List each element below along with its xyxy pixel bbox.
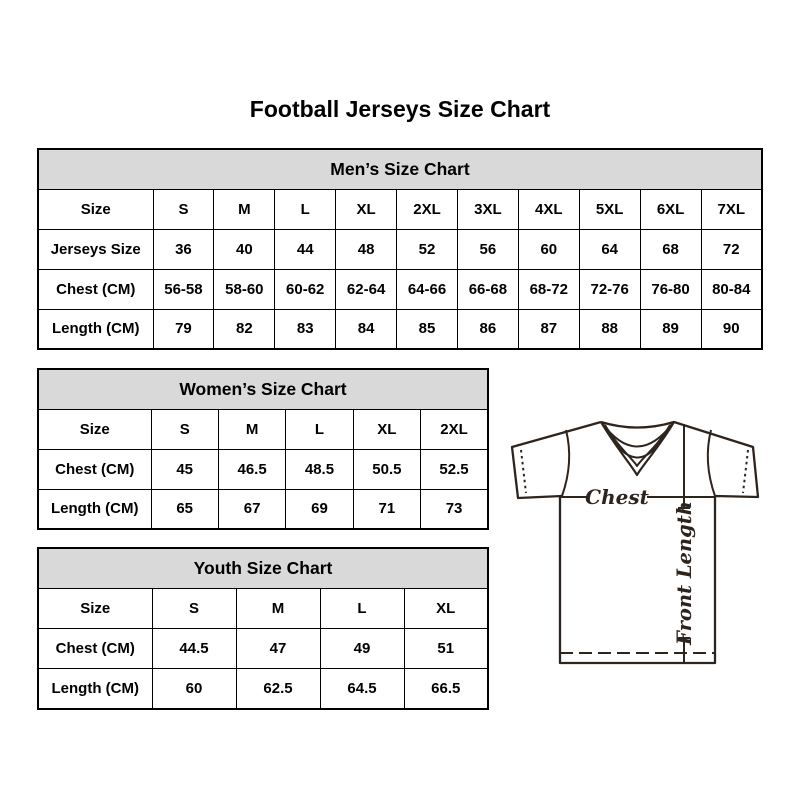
value-cell: 89 xyxy=(640,309,701,349)
value-cell: 69 xyxy=(286,489,353,529)
row-label-cell: Length (CM) xyxy=(38,669,152,709)
value-cell: 58-60 xyxy=(214,269,275,309)
value-cell: 76-80 xyxy=(640,269,701,309)
value-cell: 64 xyxy=(579,229,640,269)
value-cell: 88 xyxy=(579,309,640,349)
value-cell: 62.5 xyxy=(236,669,320,709)
value-cell: 60 xyxy=(518,229,579,269)
value-cell: 48.5 xyxy=(286,449,353,489)
value-cell: 64-66 xyxy=(397,269,458,309)
column-header-cell: Size xyxy=(38,588,152,628)
value-cell: 50.5 xyxy=(353,449,420,489)
column-header-cell: M xyxy=(236,588,320,628)
column-header-cell: S xyxy=(152,588,236,628)
value-cell: 71 xyxy=(353,489,420,529)
column-header-cell: S xyxy=(151,409,218,449)
row-label-cell: Jerseys Size xyxy=(38,229,153,269)
value-cell: 84 xyxy=(336,309,397,349)
value-cell: 87 xyxy=(518,309,579,349)
value-cell: 45 xyxy=(151,449,218,489)
vneck-outer xyxy=(601,422,674,475)
value-cell: 48 xyxy=(336,229,397,269)
value-cell: 60-62 xyxy=(275,269,336,309)
column-header-cell: 4XL xyxy=(518,189,579,229)
row-label-cell: Chest (CM) xyxy=(38,449,151,489)
column-header-cell: XL xyxy=(336,189,397,229)
value-cell: 64.5 xyxy=(320,669,404,709)
value-cell: 72-76 xyxy=(579,269,640,309)
value-cell: 85 xyxy=(397,309,458,349)
value-cell: 66.5 xyxy=(404,669,488,709)
value-cell: 40 xyxy=(214,229,275,269)
column-header-cell: L xyxy=(286,409,353,449)
column-header-cell: Size xyxy=(38,409,151,449)
chest-label: Chest xyxy=(585,485,649,509)
value-cell: 52.5 xyxy=(421,449,488,489)
row-label-cell: Length (CM) xyxy=(38,489,151,529)
right-cuff-stitch xyxy=(743,450,748,493)
value-cell: 49 xyxy=(320,629,404,669)
value-cell: 68 xyxy=(640,229,701,269)
value-cell: 80-84 xyxy=(701,269,762,309)
value-cell: 44.5 xyxy=(152,629,236,669)
value-cell: 90 xyxy=(701,309,762,349)
right-armhole-seam xyxy=(708,430,715,496)
value-cell: 56 xyxy=(457,229,518,269)
womens-size-chart-table xyxy=(37,368,489,530)
value-cell: 60 xyxy=(152,669,236,709)
column-header-cell: 5XL xyxy=(579,189,640,229)
column-header-cell: Size xyxy=(38,189,153,229)
column-header-cell: L xyxy=(320,588,404,628)
jersey-measurement-diagram xyxy=(505,400,790,685)
column-header-cell: 2XL xyxy=(421,409,488,449)
page-title: Football Jerseys Size Chart xyxy=(249,96,551,122)
value-cell: 52 xyxy=(397,229,458,269)
value-cell: 62-64 xyxy=(336,269,397,309)
row-label-cell: Chest (CM) xyxy=(38,629,152,669)
value-cell: 68-72 xyxy=(518,269,579,309)
left-cuff-stitch xyxy=(521,450,526,493)
value-cell: 67 xyxy=(218,489,285,529)
size-table xyxy=(37,547,489,710)
column-header-cell: L xyxy=(275,189,336,229)
column-header-cell: XL xyxy=(404,588,488,628)
value-cell: 47 xyxy=(236,629,320,669)
value-cell: 65 xyxy=(151,489,218,529)
column-header-cell: M xyxy=(218,409,285,449)
column-header-cell: M xyxy=(214,189,275,229)
youth-size-chart-table xyxy=(37,547,489,710)
row-label-cell: Length (CM) xyxy=(38,309,153,349)
value-cell: 79 xyxy=(153,309,214,349)
column-header-cell: 3XL xyxy=(457,189,518,229)
column-header-cell: S xyxy=(153,189,214,229)
value-cell: 44 xyxy=(275,229,336,269)
value-cell: 82 xyxy=(214,309,275,349)
left-armhole-seam xyxy=(562,430,569,496)
column-header-cell: XL xyxy=(353,409,420,449)
column-header-cell: 7XL xyxy=(701,189,762,229)
value-cell: 36 xyxy=(153,229,214,269)
size-table xyxy=(37,368,489,530)
value-cell: 51 xyxy=(404,629,488,669)
size-table xyxy=(37,148,763,350)
value-cell: 46.5 xyxy=(218,449,285,489)
column-header-cell: 2XL xyxy=(397,189,458,229)
table-title-band: Youth Size Chart xyxy=(38,548,488,588)
value-cell: 56-58 xyxy=(153,269,214,309)
value-cell: 83 xyxy=(275,309,336,349)
value-cell: 73 xyxy=(421,489,488,529)
table-title-band: Women’s Size Chart xyxy=(38,369,488,409)
value-cell: 72 xyxy=(701,229,762,269)
front-length-label: Front Length xyxy=(673,501,696,645)
mens-size-chart-table xyxy=(37,148,763,350)
row-label-cell: Chest (CM) xyxy=(38,269,153,309)
value-cell: 66-68 xyxy=(457,269,518,309)
table-title-band: Men’s Size Chart xyxy=(38,149,762,189)
value-cell: 86 xyxy=(457,309,518,349)
column-header-cell: 6XL xyxy=(640,189,701,229)
